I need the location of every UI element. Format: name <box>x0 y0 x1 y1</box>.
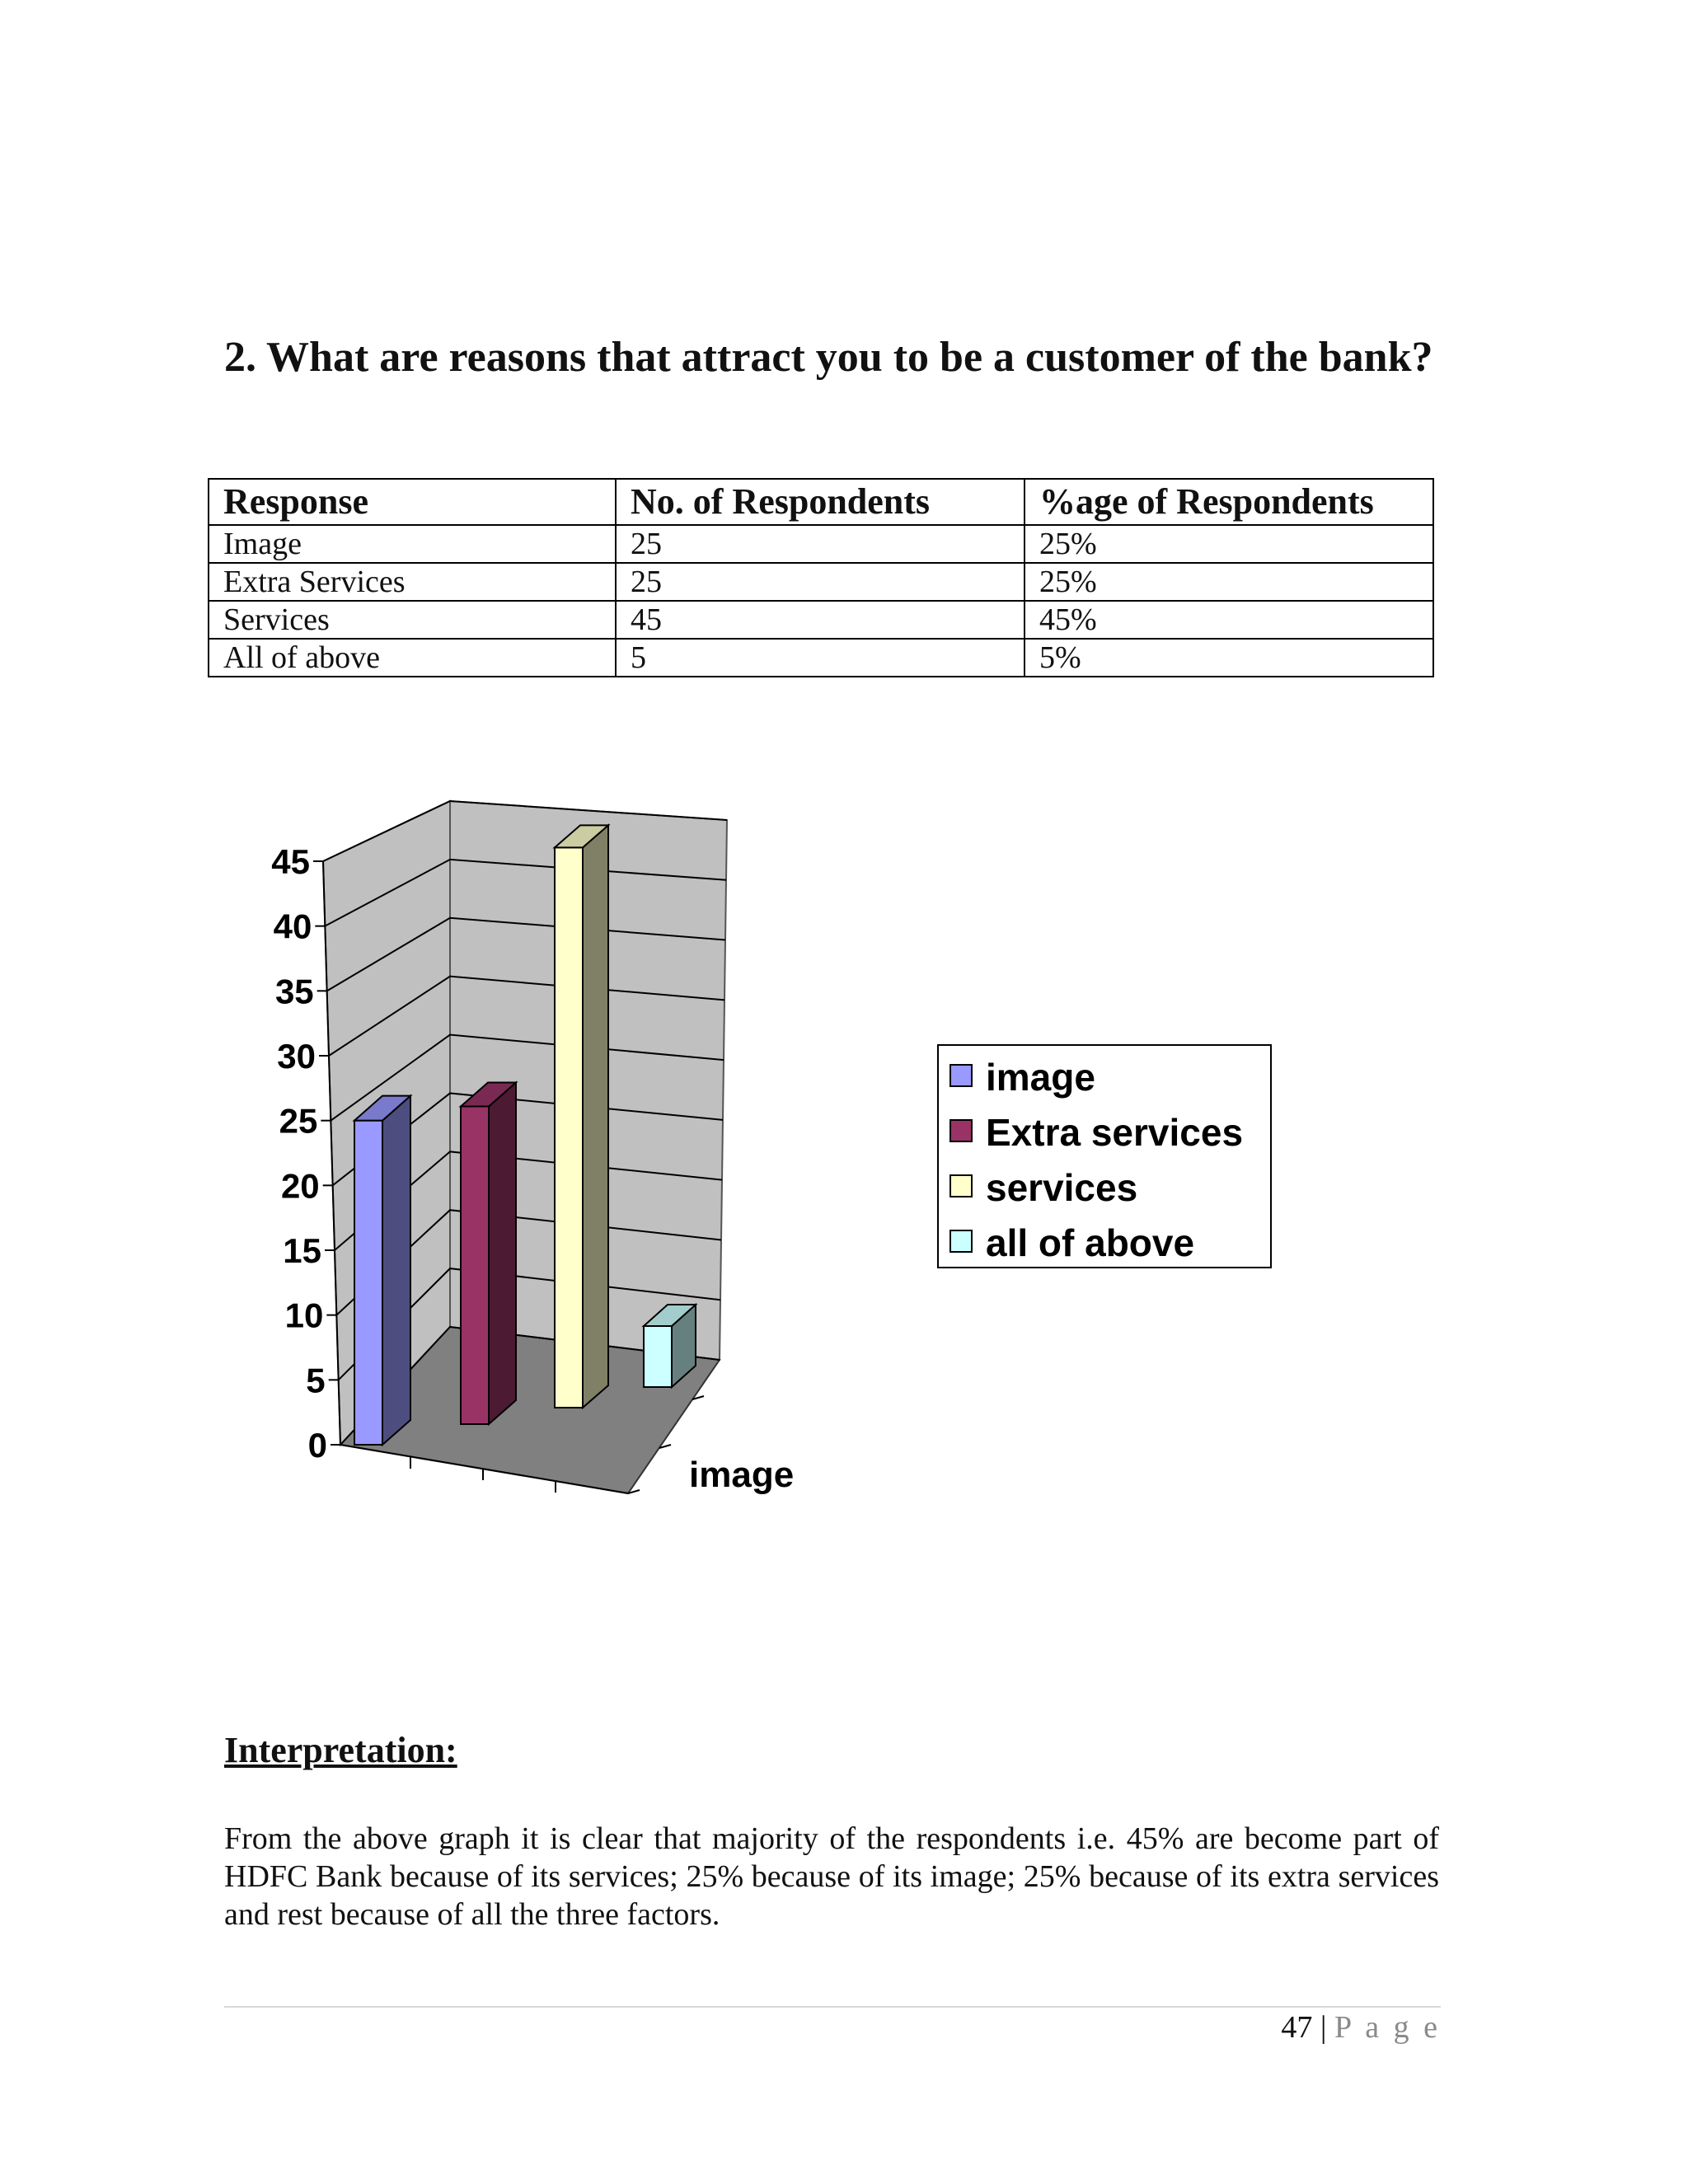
legend-swatch <box>950 1120 972 1141</box>
y-tick-label: 35 <box>274 972 314 1011</box>
bar-front <box>644 1326 672 1387</box>
interpretation-text: From the above graph it is clear that majority of the respondents i.e. 45% are become part of HDFC Bank because of its services; 25% because of its image; 25% because of its extra services and rest because of all the three factors. <box>224 1821 1439 1932</box>
legend-label: services <box>986 1166 1138 1209</box>
cell-percent: 5% <box>1025 639 1433 677</box>
question-heading: 2. What are reasons that attract you to be a customer of the bank? <box>224 334 1433 381</box>
cell-count: 25 <box>616 563 1025 601</box>
x-axis-label: image <box>689 1455 795 1495</box>
interpretation-heading: Interpretation: <box>224 1730 457 1770</box>
header-percent: %age of Respondents <box>1025 479 1433 525</box>
cell-percent: 25% <box>1025 525 1433 563</box>
cell-count: 5 <box>616 639 1025 677</box>
bar-side <box>382 1096 410 1445</box>
y-tick-label: 25 <box>279 1101 318 1141</box>
y-tick-label: 15 <box>283 1231 321 1270</box>
header-response: Response <box>209 479 616 525</box>
page-number: 47 <box>1281 2010 1313 2045</box>
y-tick-label: 10 <box>284 1296 324 1335</box>
header-count: No. of Respondents <box>616 479 1025 525</box>
bar-services <box>555 825 608 1408</box>
legend-label: all of above <box>986 1221 1195 1264</box>
bar-side <box>489 1083 516 1424</box>
page-label: P a g e <box>1334 2010 1441 2045</box>
footer-separator: | <box>1320 2010 1327 2045</box>
page-footer <box>1281 2009 1441 2046</box>
legend-label: Extra services <box>986 1111 1244 1154</box>
legend-swatch <box>950 1175 972 1197</box>
bar-front <box>461 1107 489 1424</box>
y-tick-label: 45 <box>271 842 310 881</box>
cell-count: 25 <box>616 525 1025 563</box>
y-tick-label: 40 <box>273 907 312 946</box>
legend-swatch <box>950 1230 972 1252</box>
y-tick-label: 5 <box>306 1361 326 1400</box>
bar-side <box>583 825 608 1408</box>
bar-front <box>555 847 583 1408</box>
cell-count: 45 <box>616 601 1025 639</box>
legend-label: image <box>986 1056 1095 1099</box>
footer-divider <box>224 2006 1441 2008</box>
cell-response: Services <box>209 601 616 639</box>
cell-percent: 45% <box>1025 601 1433 639</box>
y-tick-label: 0 <box>307 1426 327 1465</box>
cell-response: All of above <box>209 639 616 677</box>
cell-response: Extra Services <box>209 563 616 601</box>
cell-percent: 25% <box>1025 563 1433 601</box>
legend-swatch <box>950 1065 972 1086</box>
y-tick-label: 30 <box>277 1037 316 1076</box>
cell-response: Image <box>209 525 616 563</box>
bar-front <box>354 1121 382 1445</box>
bar-image <box>354 1096 410 1445</box>
bar-extra-services <box>461 1083 516 1424</box>
y-tick-label: 20 <box>280 1166 320 1206</box>
